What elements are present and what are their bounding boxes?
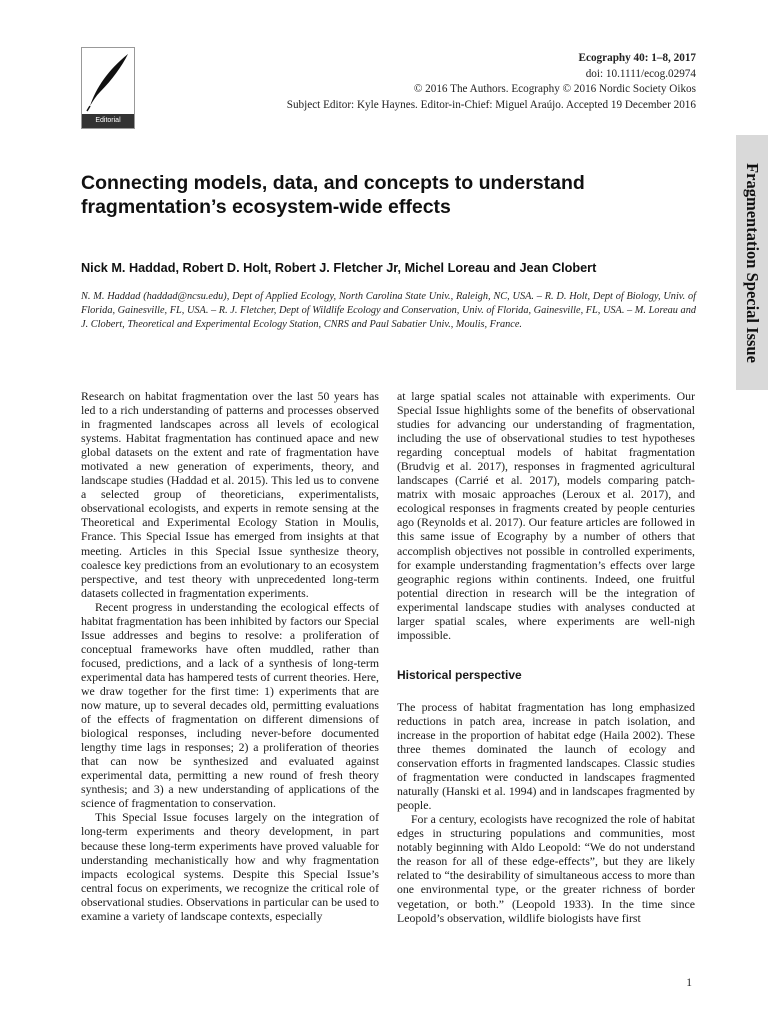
section-heading: Historical perspective bbox=[397, 667, 522, 682]
body-column-left bbox=[81, 389, 379, 923]
journal-header bbox=[287, 51, 696, 113]
paragraph: For a century, ecologists have recognized the role of habitat edges in structuring populations and communities, most notably beginning with Aldo Leopold: “We do not understand the reason for all of these edge-effects”, but they are likely related to “the desirability of simultaneous access to more than one environmental type, or the greater richness of border vegetation, or both.” (Leopold 1933). In the time since Leopold’s observation, wildlife biologists have first bbox=[397, 812, 695, 925]
journal-citation: Ecography 40: 1–8, 2017 bbox=[578, 52, 696, 64]
page-number: 1 bbox=[686, 977, 692, 989]
body-column-right bbox=[397, 389, 695, 925]
journal-editors: Subject Editor: Kyle Haynes. Editor-in-Chief: Miguel Araújo. Accepted 19 December 2016 bbox=[286, 98, 696, 111]
paragraph: The process of habitat fragmentation has long emphasized reductions in patch area, increase in patch isolation, and increase in the proportion of habitat edge (Haila 2002). These three themes dominated the launch of ecology and conservation efforts in fragmented landscapes. Classic studies of fragmentation were conducted in landscapes fragmented naturally (Hanski et al. 1994) and in landscapes fragmented by people. bbox=[397, 699, 695, 813]
paragraph: Research on habitat fragmentation over the last 50 years has led to a rich understanding of patterns and processes observed in fragmented landscapes across all levels of ecological systems. Habitat fragmentation has continued apace and new global datasets on the extent and rate of fragmentation have motivated a new generation of experiments, theory, and landscape studies (Haddad et al. 2015). This led us to convene a selected group of theoreticians, experimentalists, observational ecologists, and experts in remote sensing at the Theoretical and Experimental Ecology Station in Moulis, France. This Special Issue has emerged from insights at that meeting. Articles in this Special Issue synthesize theory, coalesce key predictions from an evolutionary to an ecosystem perspective, and test theory with unprecedented long-term datasets collected in fragmentation experiments. bbox=[81, 389, 379, 600]
journal-copyright: © 2016 The Authors. Ecography © 2016 Nordic Society Oikos bbox=[413, 83, 696, 95]
special-issue-tab bbox=[736, 135, 768, 390]
article-authors: Nick M. Haddad, Robert D. Holt, Robert J. Fletcher Jr, Michel Loreau and Jean Clobert bbox=[81, 261, 597, 275]
article-affiliations: N. M. Haddad (haddad@ncsu.edu), Dept of Applied Ecology, North Carolina State Univ., Raleigh, NC, USA. – R. D. Holt, Dept of Biology, Univ. of Florida, Gainesville, FL, USA. – R. J. Fletcher, Dept of Wildlife Ecology and Conservation, Univ. of Florida, Gainesville, FL, USA. – M. Loreau and J. Clobert, Theoretical and Experimental Ecology Station, CNRS and Paul Sabatier Univ., Moulis, France. bbox=[81, 291, 696, 331]
paragraph: at large spatial scales not attainable with experiments. Our Special Issue highlights some of the benefits of observational studies for advancing our understanding of fragmentation, including the use of observational studies to test hypotheses regarding conceptual models of habitat fragmentation (Brudvig et al. 2017), responses in fragmented agricultural landscapes (Carrié et al. 2017), models comparing patch-matrix with mosaic approaches (Leroux et al. 2017), and ecological responses in fragments created by people centuries ago (Reynolds et al. 2017). Our feature articles are followed in this same issue of Ecography by a number of others that accomplish objectives not possible in controlled experiments, for example understanding fragmentation’s effects over large geographic regions within continents. Indeed, one fruitful potential direction in research will be the integration of experimental landscape studies with analyses conducted at larger spatial scales, where experiments are well-nigh impossible. bbox=[397, 389, 695, 642]
special-issue-label: Fragmentation Special Issue bbox=[743, 162, 762, 363]
journal-doi[interactable]: doi: 10.1111/ecog.02974 bbox=[585, 67, 696, 80]
paragraph: Recent progress in understanding the ecological effects of habitat fragmentation has been inhibited by factors our Special Issue addresses and begins to resolve: a proliferation of conceptual frameworks have often muddled, rather than focused, predictions, and a lack of a synthesis of long-term experimental data has hampered tests of current theories. Here, we draw together for the first time: 1) experiments that are now mature, up to several decades old, permitting evaluations of the effects of fragmentation on different dimensions of biological responses, including never-before documented lengthy time lags in responses; 2) a proliferation of theories that can now be synthesized and evaluated against experimental data, permitting a new round of fresh theory synthesis; and 3) a new understanding of applications of the science of fragmentation to conservation. bbox=[81, 599, 379, 811]
feather-pen-icon bbox=[82, 48, 134, 114]
editorial-label: Editorial bbox=[82, 114, 134, 128]
editorial-logo bbox=[81, 47, 135, 129]
article-title: Connecting models, data, and concepts to understand fragmentation’s ecosystem-wide effects bbox=[81, 172, 585, 218]
paragraph: This Special Issue focuses largely on the integration of long-term experiments and theory development, in part because these long-term experiments have proved valuable for understanding mechanistically how and why fragmentation impacts ecological systems. Despite this Special Issue’s central focus on experiments, we recognize the critical role of observational studies. Observations in particular can be used to examine a variety of landscape contexts, especially bbox=[81, 810, 379, 923]
